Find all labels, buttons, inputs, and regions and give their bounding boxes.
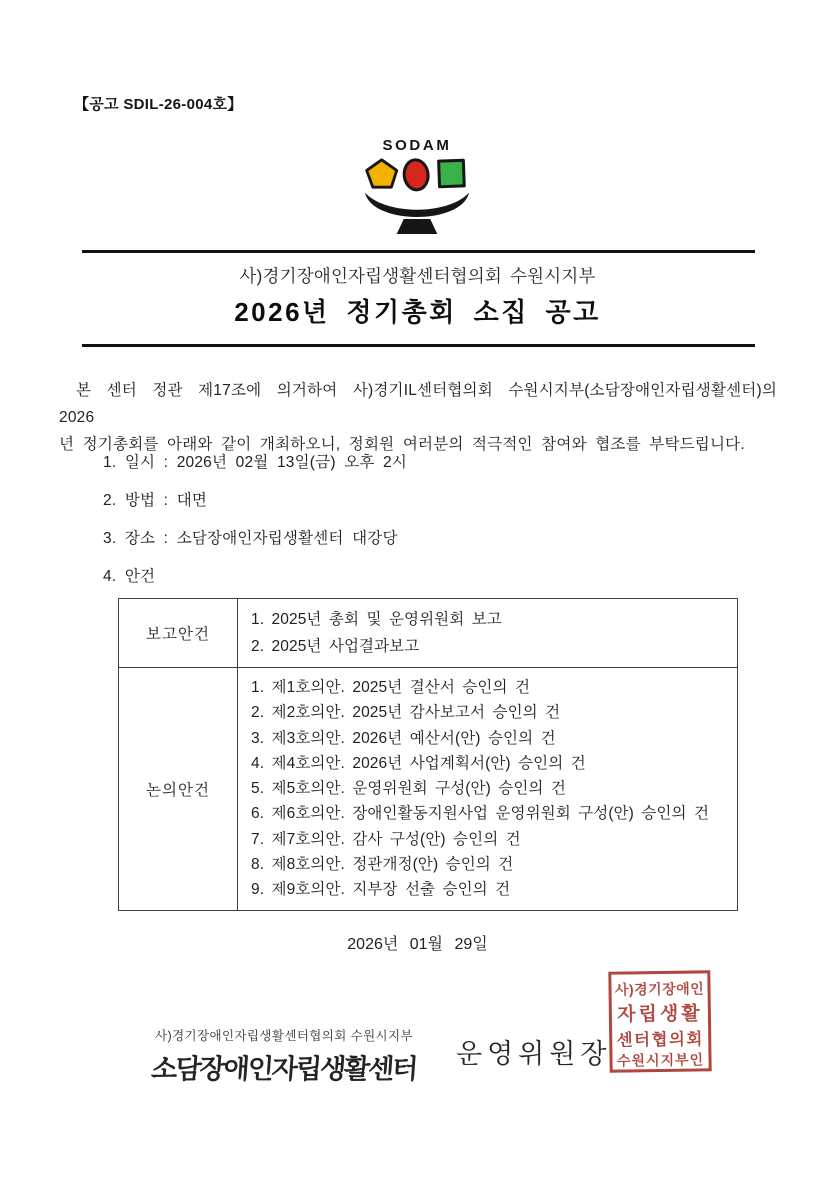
intro-line: 본 센터 정관 제17조에 의거하여 사)경기IL센터협의회 수원시지부(소담장애인자립생활센터)의 2026: [59, 382, 777, 426]
page-title: 2026년 정기총회 소집 공고: [234, 297, 601, 327]
table-row-discussion: [119, 668, 738, 911]
center-name-calligraphy: 소담장애인자립생활센터: [150, 1054, 418, 1085]
issue-date: 2026년 01월 29일: [347, 936, 488, 953]
signature-org-block: [128, 1026, 440, 1086]
signature-org-small-text: 사)경기장애인자립생활센터협의회 수원시지부: [155, 1029, 413, 1043]
seal-text-line: 자립생활: [617, 1003, 703, 1026]
sodam-logo-text: SODAM: [382, 137, 452, 155]
logo-pedestal-shape: [397, 219, 438, 234]
agenda-item: 1. 제1호의안. 2025년 결산서 승인의 건: [251, 679, 531, 696]
organization-name: 사)경기장애인자립생활센터협의회 수원시지부: [239, 266, 596, 286]
agenda-table: [118, 598, 738, 911]
seal-text-line: 수원시지부인: [616, 1051, 705, 1069]
agenda-item: 9. 제9호의안. 지부장 선출 승인의 건: [251, 881, 511, 899]
logo-pentagon-shape: [367, 160, 397, 187]
sodam-logo: [364, 136, 470, 234]
table-row-report: [119, 599, 738, 668]
meeting-info-agenda: 4. 안건: [103, 568, 156, 585]
sodam-logo-graphic: [364, 136, 470, 234]
seal-text-line: 사)경기장애인: [614, 980, 705, 998]
intro-line: 년 정기총회를 아래와 같이 개최하오니, 정회원 여러분의 적극적인 참여와 협조를 부탁드립니다.: [59, 436, 745, 453]
agenda-item: 3. 제3호의안. 2026년 예산서(안) 승인의 건: [251, 729, 556, 747]
logo-square-shape: [439, 160, 465, 186]
organization-seal-stamp: [608, 970, 711, 1072]
logo-bowl-shape: [365, 193, 469, 218]
logo-ellipse-shape: [403, 159, 430, 191]
agenda-item: 6. 제6호의안. 장애인활동지원사업 운영위원회 구성(안) 승인의 건: [251, 805, 710, 823]
title-rule-bottom: [82, 344, 755, 347]
seal-text-line: 센터협의회: [616, 1030, 704, 1050]
meeting-info-place: 3. 장소 : 소담장애인자립생활센터 대강당: [103, 530, 398, 547]
agenda-item: 8. 제8호의안. 정관개정(안) 승인의 건: [251, 856, 514, 874]
agenda-item: 7. 제7호의안. 감사 구성(안) 승인의 건: [251, 830, 521, 848]
agenda-item: 2. 제2호의안. 2025년 감사보고서 승인의 건: [251, 704, 561, 722]
agenda-items-report: [238, 599, 738, 668]
meeting-info-list: [103, 452, 703, 604]
notice-number: 【공고 SDIL-26-004호】: [74, 96, 243, 113]
agenda-item: 4. 제4호의안. 2026년 사업계획서(안) 승인의 건: [251, 754, 586, 772]
agenda-category-discussion: 논의안건: [119, 668, 238, 911]
intro-paragraph: [59, 377, 777, 458]
agenda-item: 1. 2025년 총회 및 운영위원회 보고: [251, 611, 502, 628]
title-rule-top: [82, 250, 755, 253]
signer-title: 운영위원장: [456, 1039, 612, 1069]
agenda-item: 5. 제5호의안. 운영위원회 구성(안) 승인의 건: [251, 780, 566, 798]
meeting-info-datetime: 1. 일시 : 2026년 02월 13일(금) 오후 2시: [103, 454, 408, 471]
agenda-item: 2. 2025년 사업결과보고: [251, 638, 420, 655]
agenda-items-discussion: [238, 668, 738, 911]
agenda-category-report: 보고안건: [119, 599, 238, 668]
meeting-info-method: 2. 방법 : 대면: [103, 492, 208, 509]
